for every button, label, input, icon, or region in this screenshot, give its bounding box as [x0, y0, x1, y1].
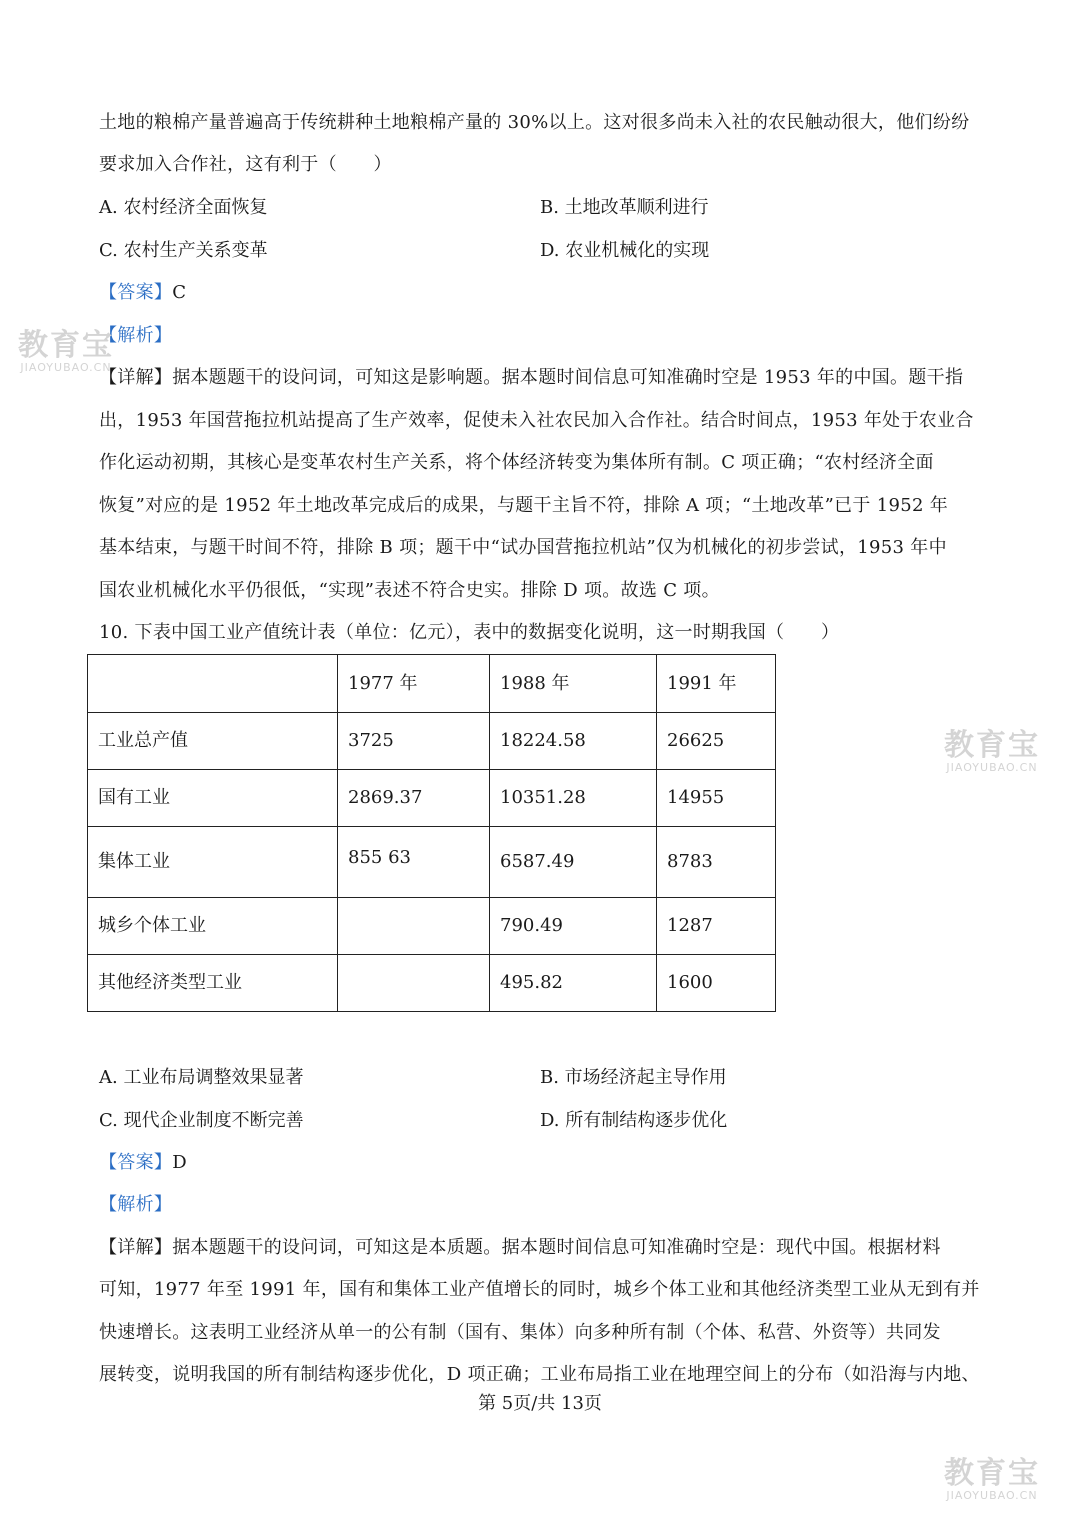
table-header-cell: 1977 年	[338, 655, 490, 713]
answer-tag: 【答案】	[99, 282, 173, 303]
table-row	[88, 827, 776, 898]
table-cell: 495.82	[490, 955, 657, 1012]
watermark-logo	[18, 330, 114, 374]
watermark-url: JIAOYUBAO.CN	[946, 761, 1038, 774]
table-cell: 2869.37	[338, 770, 490, 827]
detail-text: 据本题题干的设问词，可知这是本质题。据本题时间信息可知准确时空是：现代中国。根据材料	[172, 1237, 941, 1258]
q9-detail-line-5: 基本结束，与题干时间不符，排除 B 项；题干中“试办国营拖拉机站”仅为机械化的初步尝试，1953 年中	[99, 537, 947, 558]
table-header-cell	[88, 655, 338, 713]
q9-option-a: A. 农村经济全面恢复	[99, 197, 268, 218]
watermark-text: 教育宝	[944, 1456, 1040, 1491]
answer-tag: 【答案】	[99, 1152, 173, 1173]
table-cell: 14955	[657, 770, 776, 827]
table-cell: 3725	[338, 713, 490, 770]
table-cell: 6587.49	[490, 827, 657, 898]
q9-stem-line-2: 要求加入合作社，这有利于（ ）	[99, 154, 392, 175]
table-row	[88, 770, 776, 827]
q10-option-b: B. 市场经济起主导作用	[540, 1067, 727, 1088]
q10-option-d: D. 所有制结构逐步优化	[540, 1110, 728, 1131]
table-cell: 18224.58	[490, 713, 657, 770]
table-cell: 1287	[657, 898, 776, 955]
watermark-logo	[944, 730, 1040, 774]
q10-detail-line-2: 可知，1977 年至 1991 年，国有和集体工业产值增长的同时，城乡个体工业和其他经济类型工业从无到有并	[99, 1279, 980, 1300]
table-cell: 10351.28	[490, 770, 657, 827]
q10-answer	[99, 1151, 984, 1175]
q9-option-b: B. 土地改革顺利进行	[540, 197, 709, 218]
detail-tag: 【详解】	[99, 367, 173, 388]
q9-option-c: C. 农村生产关系变革	[99, 240, 268, 261]
q10-analysis	[99, 1193, 984, 1217]
detail-text: 据本题题干的设问词，可知这是影响题。据本题时间信息可知准确时空是 1953 年的中国。题干指	[172, 367, 964, 388]
watermark-url: JIAOYUBAO.CN	[20, 361, 112, 374]
analysis-tag: 【解析】	[99, 325, 173, 346]
table-cell: 其他经济类型工业	[88, 955, 338, 1012]
table-cell: 集体工业	[88, 827, 338, 898]
q10-option-c: C. 现代企业制度不断完善	[99, 1110, 304, 1131]
q9-detail-line-2: 出，1953 年国营拖拉机站提高了生产效率，促使未入社农民加入合作社。结合时间点，1953 年处于农业合	[99, 410, 974, 431]
q10-detail-line-3: 快速增长。这表明工业经济从单一的公有制（国有、集体）向多种所有制（个体、私营、外资等）共同发	[99, 1322, 941, 1343]
page-footer: 第 5页/共 13页	[478, 1393, 602, 1414]
q10-stem: 10. 下表中国工业产值统计表（单位：亿元），表中的数据变化说明，这一时期我国（ ）	[99, 622, 840, 643]
table-cell	[338, 898, 490, 955]
industry-output-table	[87, 654, 776, 1012]
q10-detail-line-4: 展转变，说明我国的所有制结构逐步优化，D 项正确；工业布局指工业在地理空间上的分布（如沿海与内地、	[99, 1364, 980, 1385]
table-header-cell: 1991 年	[657, 655, 776, 713]
q9-answer	[99, 281, 984, 305]
q9-detail-line-3: 作化运动初期，其核心是变革农村生产关系，将个体经济转变为集体所有制。C 项正确；“农村经济全面	[99, 452, 934, 473]
table-cell: 1600	[657, 955, 776, 1012]
q9-detail-line-4: 恢复”对应的是 1952 年土地改革完成后的成果，与题干主旨不符，排除 A 项；“土地改革”已于 1952 年	[99, 495, 949, 516]
q9-detail-line-1	[99, 366, 984, 390]
q9-detail-line-6: 国农业机械化水平仍很低，“实现”表述不符合史实。排除 D 项。故选 C 项。	[99, 580, 720, 601]
q9-analysis	[99, 324, 984, 348]
answer-value: D	[172, 1152, 187, 1173]
table-cell	[338, 955, 490, 1012]
watermark-url: JIAOYUBAO.CN	[946, 1489, 1038, 1502]
answer-value: C	[172, 282, 187, 303]
table-cell: 8783	[657, 827, 776, 898]
table-row	[88, 713, 776, 770]
analysis-tag: 【解析】	[99, 1194, 173, 1215]
table-cell: 790.49	[490, 898, 657, 955]
detail-tag: 【详解】	[99, 1237, 173, 1258]
q10-detail-line-1	[99, 1236, 984, 1260]
table-cell: 城乡个体工业	[88, 898, 338, 955]
q9-stem-line-1: 土地的粮棉产量普遍高于传统耕种土地粮棉产量的 30%以上。这对很多尚未入社的农民触动很大，他们纷纷	[99, 112, 970, 133]
watermark-text: 教育宝	[18, 328, 114, 363]
watermark-text: 教育宝	[944, 728, 1040, 763]
table-header-cell: 1988 年	[490, 655, 657, 713]
table-row	[88, 898, 776, 955]
table-cell: 工业总产值	[88, 713, 338, 770]
table-cell: 26625	[657, 713, 776, 770]
table-row	[88, 955, 776, 1012]
q9-option-d: D. 农业机械化的实现	[540, 240, 710, 261]
table-header-row	[88, 655, 776, 713]
q10-option-a: A. 工业布局调整效果显著	[99, 1067, 304, 1088]
table-cell: 国有工业	[88, 770, 338, 827]
table-cell: 855 63	[338, 827, 490, 898]
watermark-logo	[944, 1458, 1040, 1502]
